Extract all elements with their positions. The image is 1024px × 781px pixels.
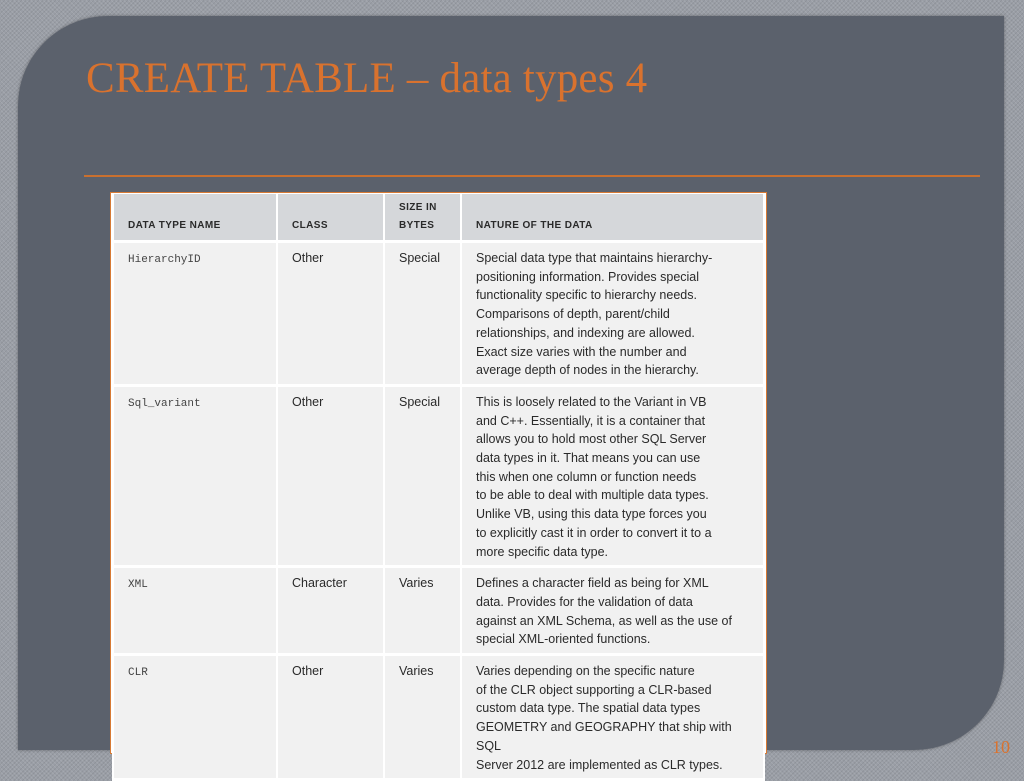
cell-nature-text: Special data type that maintains hierarchy- positioning information. Provides special functionality specific to hierarchy needs. Comparisons of depth, parent/child relationships, and indexing are allowed. Exact size varies with the number and average depth of nodes in the hierarchy. [476,251,713,378]
cell-nature-text: This is loosely related to the Variant in VB and C++. Essentially, it is a container that allows you to hold most other SQL Server data types in it. That means you can use this when one column or function needs to be able to deal with multiple data types. Unlike VB, using this data type forces you to explicitly cast it in order to convert it to a more specific data type. [476,394,712,559]
cell-nature [461,242,764,386]
cell-class: Other [277,655,384,780]
data-types-table [112,194,765,781]
cell-class: Other [277,242,384,386]
cell-size: Varies [384,655,461,780]
header-size-in-bytes: SIZE IN BYTES [384,194,461,242]
cell-name: Sql_variant [113,385,277,566]
table-row [113,655,764,780]
table-row [113,242,764,386]
slide-title: CREATE TABLE – data types 4 [86,55,648,102]
cell-class: Other [277,385,384,566]
cell-size: Special [384,242,461,386]
table-row [113,385,764,566]
cell-class: Character [277,567,384,655]
cell-nature [461,567,764,655]
table-header-row [113,194,764,242]
title-underline [84,175,980,177]
cell-name: CLR [113,655,277,780]
cell-size: Varies [384,567,461,655]
cell-name: XML [113,567,277,655]
cell-size: Special [384,385,461,566]
cell-name: HierarchyID [113,242,277,386]
header-class: CLASS [277,194,384,242]
slide-number: 10 [992,737,1010,757]
cell-nature [461,385,764,566]
table-row [113,567,764,655]
header-data-type-name: DATA TYPE NAME [113,194,277,242]
cell-nature-text: Varies depending on the specific nature of the CLR object supporting a CLR-based custom data type. The spatial data types GEOMETRY and GEOGRAPHY that ship with SQL Server 2012 are implemented as CLR types. [476,664,732,772]
cell-nature-text: Defines a character field as being for XML data. Provides for the validation of data against an XML Schema, as well as the use of special XML-oriented functions. [476,576,732,647]
cell-nature [461,655,764,780]
data-types-table-image [110,192,767,772]
header-nature-of-data: NATURE OF THE DATA [461,194,764,242]
